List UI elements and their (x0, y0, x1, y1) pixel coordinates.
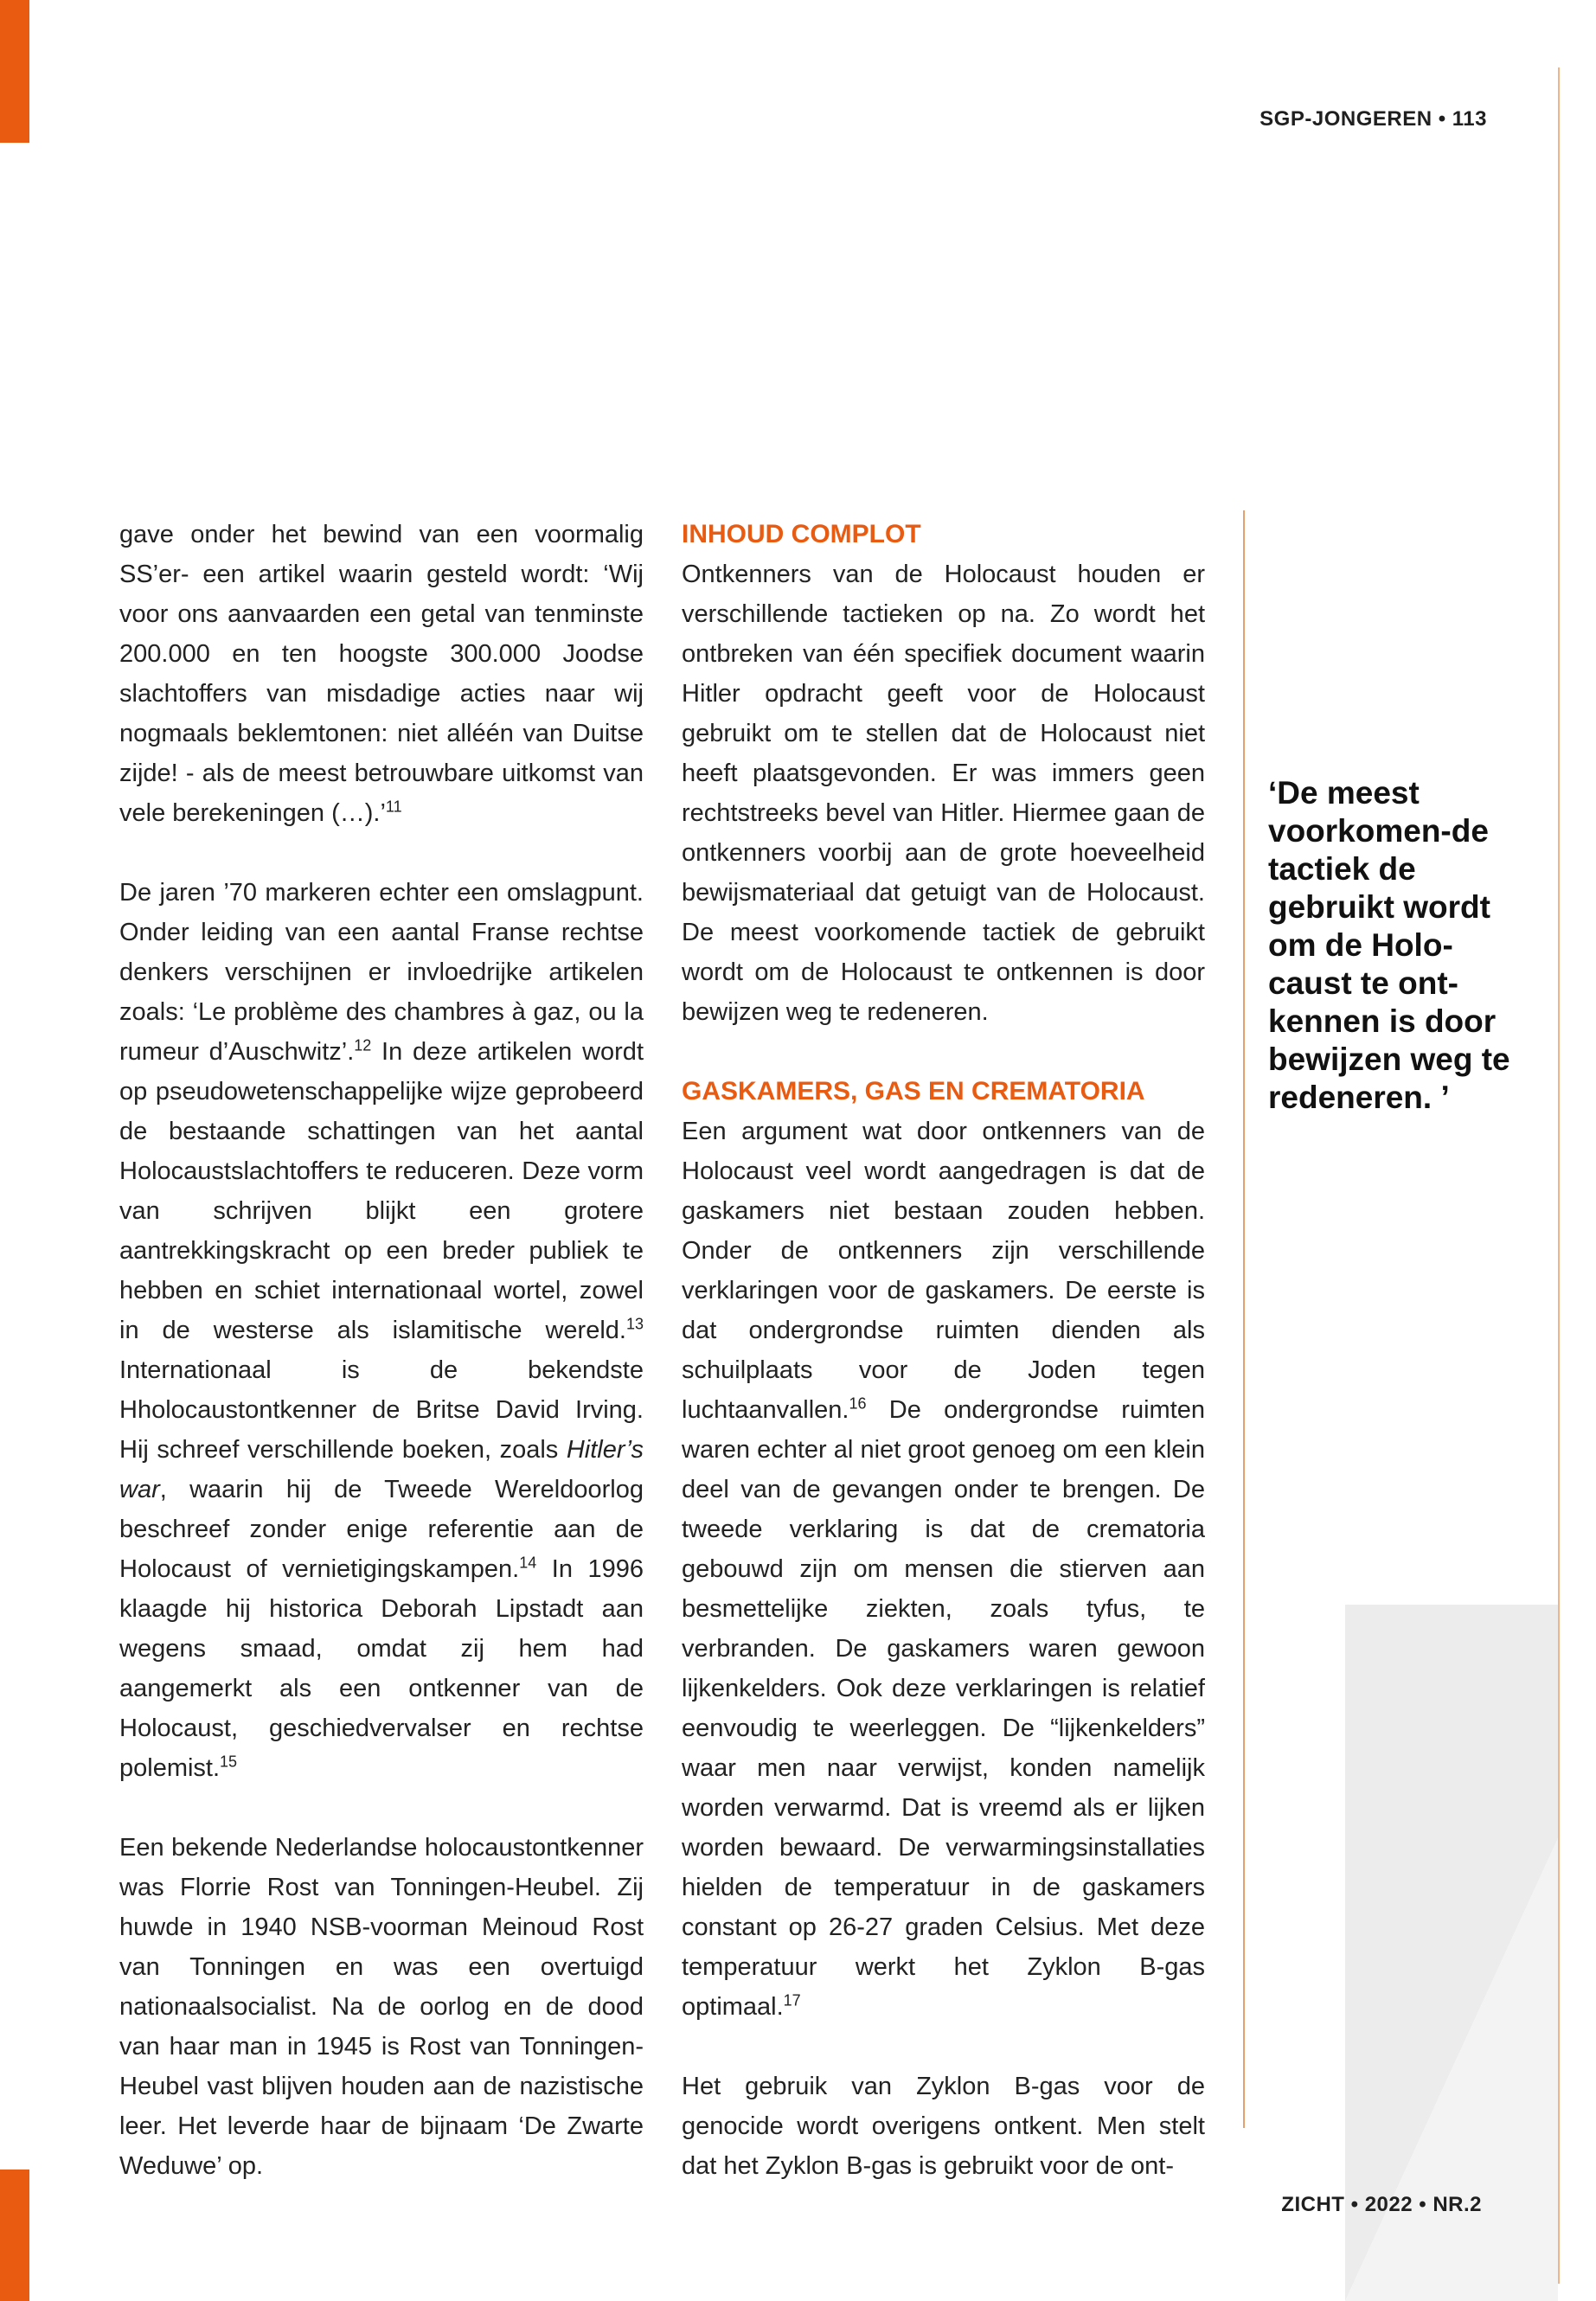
footnote-ref: 12 (354, 1036, 372, 1054)
paragraph-mid-1: Ontkenners van de Holocaust houden er verschillende tactieken op na. Zo wordt het ontbreken van één specifiek document waarin Hitler opdracht geeft voor de Holocaust gebruikt om te stellen dat de Holocaust niet heeft plaatsgevonden. Er was immers geen rechtstreeks bevel van Hitler. Hiermee gaan de ontkenners voorbij aan de grote hoeveelheid bewijsmateriaal dat getuigt van de Holocaust. De meest voorkomende tactiek de gebruikt wordt om de Holocaust te ontkennen is door bewijzen weg te redeneren. (682, 561, 1205, 1026)
page-edge-rule (1558, 67, 1560, 2284)
left-column (119, 515, 644, 2186)
paragraph-left-3: Een bekende Nederlandse holocaustontkenner was Florrie Rost van Tonningen-Heubel. Zij huwde in 1940 NSB-voorman Meinoud Rost van Tonningen en was een overtuigd nationaalsocialist. Na de oorlog en de dood van haar man in 1945 is Rost van Tonningen-Heubel vast blijven houden aan de nazistische leer. Het leverde haar de bijnaam ‘De Zwarte Weduwe’ op. (119, 1834, 644, 2180)
paragraph-mid-3: Het gebruik van Zyklon B-gas voor de genocide wordt overigens ontkent. Men stelt dat het Zyklon B-gas is gebruikt voor de ont- (682, 2073, 1205, 2180)
accent-bar-top (0, 0, 29, 143)
footnote-ref: 14 (519, 1554, 537, 1572)
middle-column (682, 515, 1205, 2186)
footnote-ref: 16 (849, 1394, 867, 1413)
footnote-ref: 15 (220, 1753, 238, 1771)
paragraph-left-1: gave onder het bewind van een voormalig SS’er- een artikel waarin gesteld wordt: ‘Wij voor ons aanvaarden een getal van tenminste 200.000 en ten hoogste 300.000 Joodse slachtoffers van misdadige acties naar wij nogmaals beklemtonen: niet alléén van Duitse zijde! - als de meest betrouwbare uitkomst van vele berekeningen (…).’$^{11}$ (119, 521, 644, 827)
book-title: Hitler’s war (119, 1436, 644, 1503)
section-heading-inhoud-complot: INHOUD COMPLOT (682, 520, 921, 548)
pull-quote-rule (1243, 510, 1245, 2128)
accent-bar-bottom (0, 2170, 29, 2301)
paragraph-mid-2: Een argument wat door ontkenners van de Holocaust veel wordt aangedragen is dat de gaskamers niet bestaan zouden hebben. Onder de ontkenners zijn verschillende verklaringen voor de gaskamers. De eerste is dat ondergrondse ruimten dienden als schuilplaats voor de Joden tegen luchtaanvallen.$^{16}$ De ondergrondse ruimten waren echter al niet groot genoeg om een klein deel van de gevangen onder te brengen. De tweede verklaring is dat de crematoria gebouwd zijn om mensen die stierven aan besmettelijke ziekten, zoals tyfus, te verbranden. De gaskamers waren gewoon lijkenkelders. Ook deze verklaringen is relatief eenvoudig te weerleggen. De “lijkenkelders” waar men naar verwijst, konden namelijk worden verwarmd. Dat is vreemd als er lijken worden bewaard. De verwarmingsinstallaties hielden de temperatuur in de gaskamers constant op 26-27 graden Celsius. Met deze temperatuur werkt het Zyklon B-gas optimaal.$^{17}$ (682, 1118, 1205, 2021)
section-heading-gaskamers: GASKAMERS, GAS EN CREMATORIA (682, 1077, 1145, 1106)
running-footer: ZICHT • 2022 • NR.2 (1281, 2193, 1482, 2216)
footnote-ref: 17 (783, 1991, 801, 2009)
paragraph-left-2: De jaren ’70 markeren echter een omslagpunt. Onder leiding van een aantal Franse rechtse denkers verschijnen er invloedrijke artikelen zoals: ‘Le problème des chambres à gaz, ou la rumeur d’Auschwitz’.$^{12}$ In deze artikelen wordt op pseudowetenschappelijke wijze geprobeerd de bestaande schattingen van het aantal Holocaustslachtoffers te reduceren. Deze vorm van schrijven blijkt een grotere aantrekkingskracht op een breder publiek te hebben en schiet internationaal wortel, zowel in de westerse als islamitische wereld.$^{13}$ Internationaal is de bekendste Hholocaustontkenner de Britse David Irving. Hij schreef verschillende boeken, zoals Hitler’s war, waarin hij de Tweede Wereldoorlog beschreef zonder enige referentie aan de Holocaust of vernietigingskampen.$^{14}$ In 1996 klaagde hij historica Deborah Lipstadt aan wegens smaad, omdat zij hem had aangemerkt als een ontkenner van de Holocaust, geschiedvervalser en rechtse polemist.$^{15}$ (119, 879, 644, 1782)
footnote-ref: 11 (385, 798, 402, 816)
pull-quote: ‘De meest voorkomen-de tactiek de gebruikt wordt om de Holo-caust te ont-kennen is door bewijzen weg te redeneren. ’ (1268, 775, 1510, 1115)
footnote-ref: 13 (625, 1315, 644, 1333)
running-header: SGP-JONGEREN • 113 (1259, 107, 1487, 131)
